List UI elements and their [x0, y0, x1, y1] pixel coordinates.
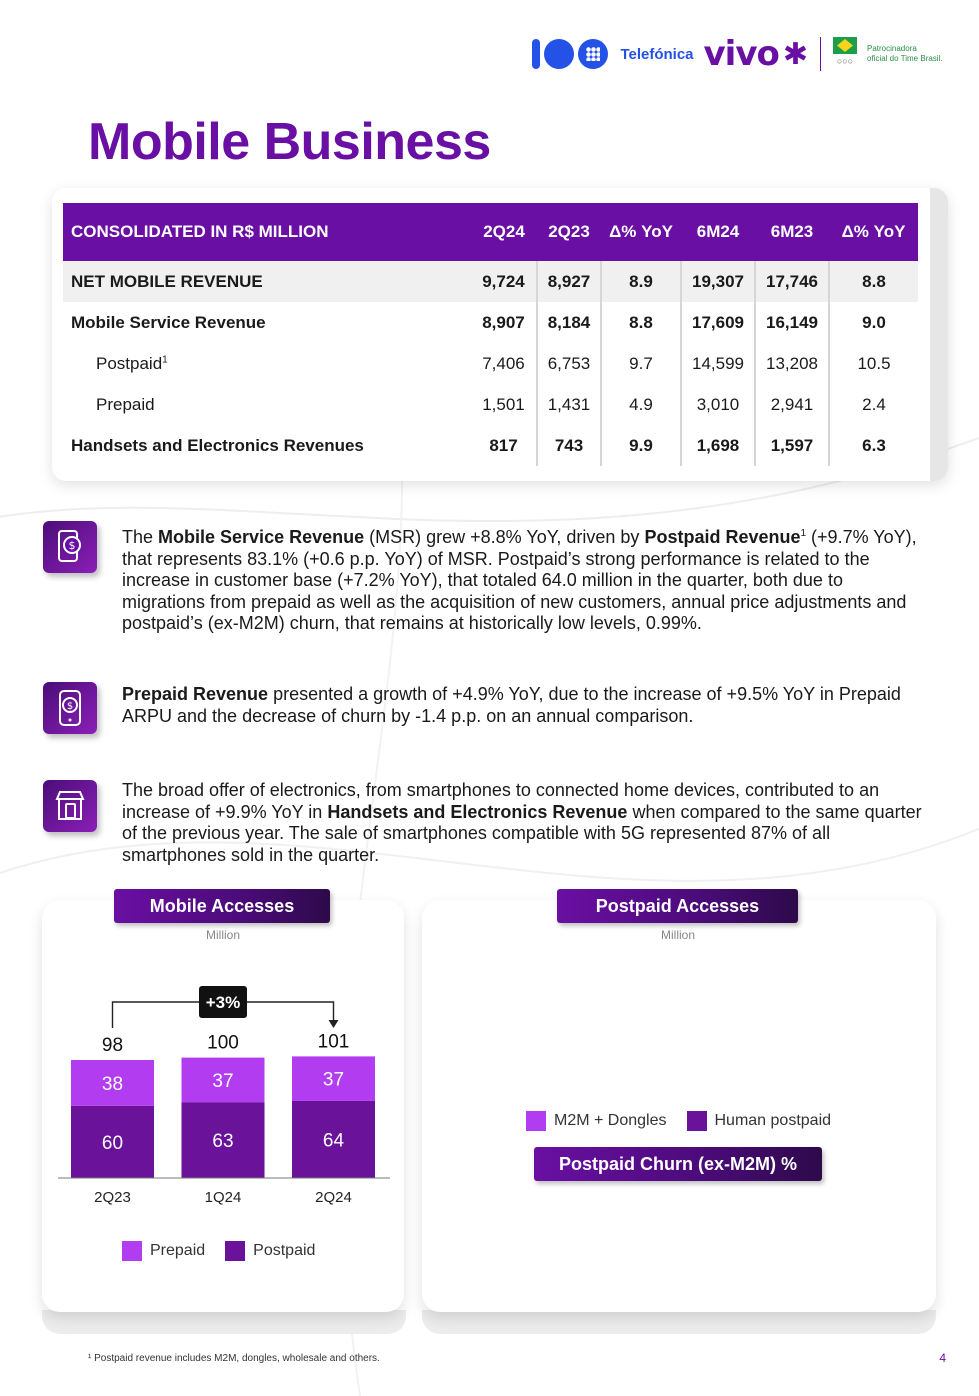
table-cell: 16,149 [755, 302, 829, 343]
table-cell: 743 [537, 425, 601, 466]
brazil-flag-icon: ○○○ [833, 37, 857, 71]
table-header: Δ% YoY [601, 203, 681, 261]
paragraph-msr: The Mobile Service Revenue (MSR) grew +8.8% YoY, driven by Postpaid Revenue$^1$ (+9.7% YoY), that represents 83.1% (+0.6 p.p. YoY) of MSR. Postpaid’s strong performance is related to the increase in customer base (+7.2% YoY), that totaled 64.0 million in the quarter, both due to migrations from prepaid as well as the acquisition of new customers, annual price adjustments and postpaid’s (ex-M2M) churn, that remains at historically low levels, 0.99%. [122, 527, 917, 633]
table-cell: 13,208 [755, 343, 829, 384]
churn-title: Postpaid Churn (ex-M2M) % [534, 1147, 822, 1181]
card-footer [422, 1310, 936, 1334]
postpaid-card [422, 900, 936, 1312]
page-number: 4 [939, 1351, 946, 1365]
table-cell: 17,746 [755, 261, 829, 302]
table-cell: 7,406 [482, 353, 525, 373]
legend-label: M2M + Dongles [554, 1112, 667, 1129]
table-cell: 6,753 [537, 343, 601, 384]
total-label: 100 [207, 1032, 239, 1054]
table-cell: 8,184 [537, 302, 601, 343]
postpaid-accesses-title: Postpaid Accesses [557, 889, 798, 923]
row-label: Handsets and Electronics Revenues [71, 435, 364, 455]
arrow-down-icon [329, 1020, 339, 1028]
vivo-logo: vivo [703, 34, 779, 74]
sponsor-text: Patrocinadora oficial do Time Brasil. [867, 44, 943, 63]
legend-label: Postpaid [253, 1242, 316, 1259]
legend-swatch-prepaid [122, 1241, 142, 1261]
table-cell: 817 [489, 435, 518, 455]
x-tick-label: 2Q24 [315, 1189, 352, 1206]
table-cell: 9.0 [829, 302, 918, 343]
page-title: Mobile Business [88, 113, 491, 171]
row-label: Prepaid [96, 394, 155, 414]
table-cell: 8.9 [601, 261, 681, 302]
table-cell: 1,698 [681, 425, 755, 466]
table-cell: 8.8 [601, 302, 681, 343]
legend-label: Human postpaid [714, 1112, 832, 1129]
legend-swatch-human-postpaid [687, 1111, 707, 1131]
total-label: 101 [317, 1031, 350, 1053]
table-cell: 10.5 [829, 343, 918, 384]
svg-text:$: $ [68, 539, 76, 552]
table-cell: 1,501 [482, 394, 525, 414]
table-cell: 9.9 [601, 425, 681, 466]
data-label: 60 [101, 1132, 124, 1154]
data-label: 38 [101, 1073, 124, 1095]
x-tick-label: 1Q24 [204, 1189, 242, 1206]
legend-swatch-m2m [526, 1111, 546, 1131]
data-label: 63 [212, 1131, 234, 1153]
table-cell: 2,941 [755, 384, 829, 425]
table-cell: 8,907 [482, 312, 525, 332]
postpaid-accesses-unit: Million [660, 928, 695, 942]
table-cell: 9.7 [601, 343, 681, 384]
legend-swatch-postpaid [225, 1241, 245, 1261]
table-cell: 1,597 [755, 425, 829, 466]
table-cell: 4.9 [601, 384, 681, 425]
table-cell: 6.3 [829, 425, 918, 466]
paragraph-handsets: The broad offer of electronics, from smartphones to connected home devices, contributed to an increase of +9.9% YoY in Handsets and Electronics Revenue when compared to the same quarter of the previous year. The sale of smartphones compatible with 5G represented 87% of all smartphones sold in the quarter. [122, 780, 922, 865]
row-label: Mobile Service Revenue [71, 312, 266, 332]
telefonica-logo: Telefónica [620, 45, 694, 63]
table-header: Δ% YoY [829, 203, 918, 261]
table-header: 2Q23 [537, 203, 601, 261]
growth-label: +3% [205, 993, 241, 1012]
mobile-accesses-legend [122, 1241, 315, 1261]
table-header: 6M23 [755, 203, 829, 261]
data-label: 37 [322, 1069, 345, 1091]
postpaid-accesses-legend [526, 1111, 831, 1131]
row-label: Postpaid$^1$ [96, 353, 168, 373]
svg-text:$: $ [66, 701, 74, 712]
table-cell: 2.4 [829, 384, 918, 425]
table-cell: 1,431 [537, 384, 601, 425]
total-label: 98 [101, 1035, 124, 1057]
table-cell: 14,599 [681, 343, 755, 384]
x-tick-label: 2Q23 [94, 1189, 131, 1206]
mobile-accesses-unit: Million [205, 928, 240, 942]
paragraph-prepaid: Prepaid Revenue presented a growth of +4.9% YoY, due to the increase of +9.5% YoY in Prepaid ARPU and the decrease of churn by -1.4 p.p. on an annual comparison. [122, 684, 901, 726]
table-cell: 19,307 [681, 261, 755, 302]
table-cell: 8,927 [537, 261, 601, 302]
table-header: 6M24 [681, 203, 755, 261]
vivo-figure-icon: ✱ [782, 37, 808, 71]
legend-label: Prepaid [150, 1242, 206, 1259]
table-cell: 8.8 [829, 261, 918, 302]
data-label: 37 [212, 1070, 234, 1092]
table-header: CONSOLIDATED IN R$ MILLION [63, 203, 471, 261]
table-cell: 17,609 [681, 302, 755, 343]
mobile-accesses-title: Mobile Accesses [114, 889, 330, 923]
data-label: 64 [322, 1130, 345, 1152]
table-cell: 9,724 [471, 261, 537, 302]
table-header: 2Q24 [471, 203, 537, 261]
table-cell: 3,010 [681, 384, 755, 425]
row-label: NET MOBILE REVENUE [63, 261, 471, 302]
footnote: ¹ Postpaid revenue includes M2M, dongles, wholesale and others. [88, 1353, 380, 1364]
